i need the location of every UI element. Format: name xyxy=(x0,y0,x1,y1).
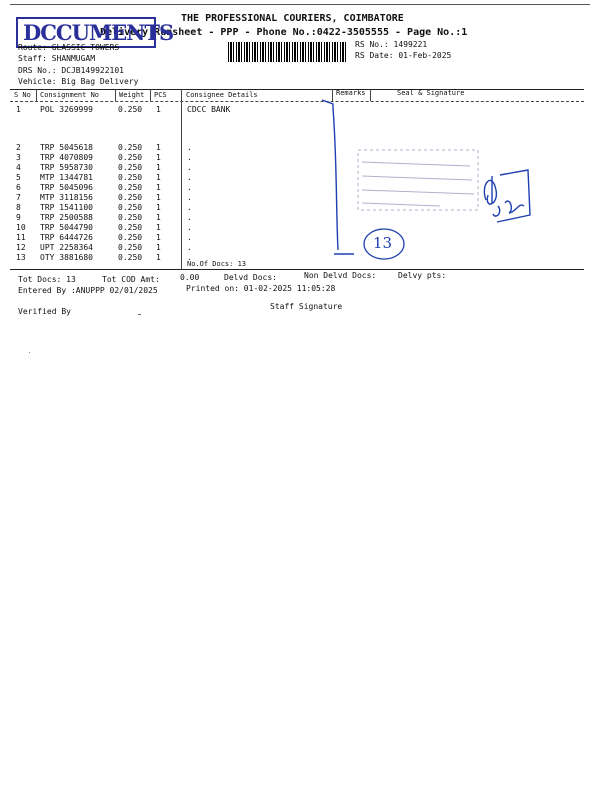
row-weight: 0.250 xyxy=(118,203,143,212)
row-consignment: TRP 6444726 xyxy=(40,233,93,242)
row-consignee: . xyxy=(187,143,192,152)
row-sno: 11 xyxy=(16,233,26,242)
col-seal: Seal & Signature xyxy=(397,89,465,97)
row-consignment: TRP 5044790 xyxy=(40,223,93,232)
signature-icon xyxy=(484,170,530,222)
row-consignee: . xyxy=(187,153,192,162)
route-label: Route: GLASSIC TOWERS xyxy=(18,43,120,52)
row-consignment: TRP 1541100 xyxy=(40,203,93,212)
row-consignment: MTP 1344781 xyxy=(40,173,93,182)
row-consignee: . xyxy=(187,203,192,212)
row-sno: 9 xyxy=(16,213,21,222)
row-consignee: . xyxy=(187,163,192,172)
runsheet-title: Delivery Runsheet - PPP - Phone No.:0422-3505555 - Page No.:1 xyxy=(100,27,468,38)
row-weight: 0.250 xyxy=(118,213,143,222)
col-pcs: PCS xyxy=(154,91,167,99)
row-pcs: 1 xyxy=(156,223,161,232)
row-sno: 3 xyxy=(16,153,21,162)
scan-speck-2 xyxy=(29,352,30,353)
no-of-docs: No.Of Docs: 13 xyxy=(187,260,247,268)
row-consignee: . xyxy=(187,233,192,242)
handwritten-count: 13 xyxy=(373,234,393,252)
row-pcs: 1 xyxy=(156,243,161,252)
row-weight: 0.250 xyxy=(118,143,143,152)
row-sno: 13 xyxy=(16,253,26,262)
delvd-docs: Delvd Docs: xyxy=(224,273,277,282)
rs-number: RS No.: 1499221 xyxy=(355,40,428,49)
row-consignee: . xyxy=(187,243,192,252)
row-pcs: 1 xyxy=(156,203,161,212)
row-consignment: POL 3269999 xyxy=(40,105,93,114)
row-pcs: 1 xyxy=(156,193,161,202)
row-consignment: TRP 5045618 xyxy=(40,143,93,152)
row-consignee: . xyxy=(187,213,192,222)
row-consignee: . xyxy=(187,193,192,202)
row-sno: 5 xyxy=(16,173,21,182)
row-weight: 0.250 xyxy=(118,253,143,262)
row-consignment: TRP 2500588 xyxy=(40,213,93,222)
row-consignment: TRP 4070809 xyxy=(40,153,93,162)
table-bottom-rule xyxy=(10,269,584,270)
row-pcs: 1 xyxy=(156,173,161,182)
company-title: THE PROFESSIONAL COURIERS, COIMBATORE xyxy=(181,13,404,24)
row-sno: 12 xyxy=(16,243,26,252)
documents-stamp: DCCUMENTS xyxy=(16,17,156,48)
seal-stamp-icon xyxy=(358,150,478,210)
staff-label: Staff: SHANMUGAM xyxy=(18,54,96,63)
non-delvd-docs: Non Delvd Docs: xyxy=(304,271,377,280)
row-pcs: 1 xyxy=(156,233,161,242)
row-weight: 0.250 xyxy=(118,153,143,162)
row-sno: 10 xyxy=(16,223,26,232)
row-weight: 0.250 xyxy=(118,223,143,232)
row-pcs: 1 xyxy=(156,253,161,262)
verified-by: Verified By xyxy=(18,307,71,316)
tot-cod-label: Tot COD Amt: xyxy=(102,275,160,284)
row-weight: 0.250 xyxy=(118,233,143,242)
row-sno: 7 xyxy=(16,193,21,202)
staff-signature: Staff Signature xyxy=(270,302,343,311)
row-sno: 1 xyxy=(16,105,21,114)
row-consignee: . xyxy=(187,223,192,232)
printed-on: Printed on: 01-02-2025 11:05:28 xyxy=(186,284,336,293)
row-weight: 0.250 xyxy=(118,105,143,114)
row-weight: 0.250 xyxy=(118,163,143,172)
col-weight: Weight xyxy=(119,91,145,99)
row-sno: 6 xyxy=(16,183,21,192)
vehicle-label: Vehicle: Big Bag Delivery xyxy=(18,77,139,86)
row-weight: 0.250 xyxy=(118,173,143,182)
row-pcs: 1 xyxy=(156,105,161,114)
row-consignee: CDCC BANK xyxy=(187,105,231,114)
cod-value: 0.00 xyxy=(180,273,200,282)
tot-docs: Tot Docs: 13 xyxy=(18,275,76,284)
row-consignment: UPT 2258364 xyxy=(40,243,93,252)
col-remarks: Remarks xyxy=(336,89,366,97)
row-consignee: . xyxy=(187,173,192,182)
row-consignee: . xyxy=(187,183,192,192)
row-weight: 0.250 xyxy=(118,183,143,192)
rs-date: RS Date: 01-Feb-2025 xyxy=(355,51,452,60)
row-pcs: 1 xyxy=(156,213,161,222)
row-consignment: TRP 5045096 xyxy=(40,183,93,192)
row-consignment: MTP 3118156 xyxy=(40,193,93,202)
row-pcs: 1 xyxy=(156,153,161,162)
row-sno: 4 xyxy=(16,163,21,172)
col-consignment: Consignment No xyxy=(40,91,100,99)
row-pcs: 1 xyxy=(156,163,161,172)
row-consignment: TRP 5958730 xyxy=(40,163,93,172)
row-weight: 0.250 xyxy=(118,193,143,202)
row-pcs: 1 xyxy=(156,143,161,152)
pen-bracket-icon xyxy=(322,100,354,254)
row-consignee: . xyxy=(187,253,192,262)
row-sno: 8 xyxy=(16,203,21,212)
drs-number: DRS No.: DCJB149922101 xyxy=(18,66,124,75)
row-consignment: OTY 3881680 xyxy=(40,253,93,262)
delvy-pts: Delvy pts: xyxy=(398,271,447,280)
scan-speck-1 xyxy=(138,314,141,315)
row-pcs: 1 xyxy=(156,183,161,192)
row-sno: 2 xyxy=(16,143,21,152)
col-consignee: Consignee Details xyxy=(186,91,258,99)
col-sno: S No xyxy=(14,91,31,99)
row-weight: 0.250 xyxy=(118,243,143,252)
entered-by: Entered By :ANUPPP 02/01/2025 xyxy=(18,286,158,295)
